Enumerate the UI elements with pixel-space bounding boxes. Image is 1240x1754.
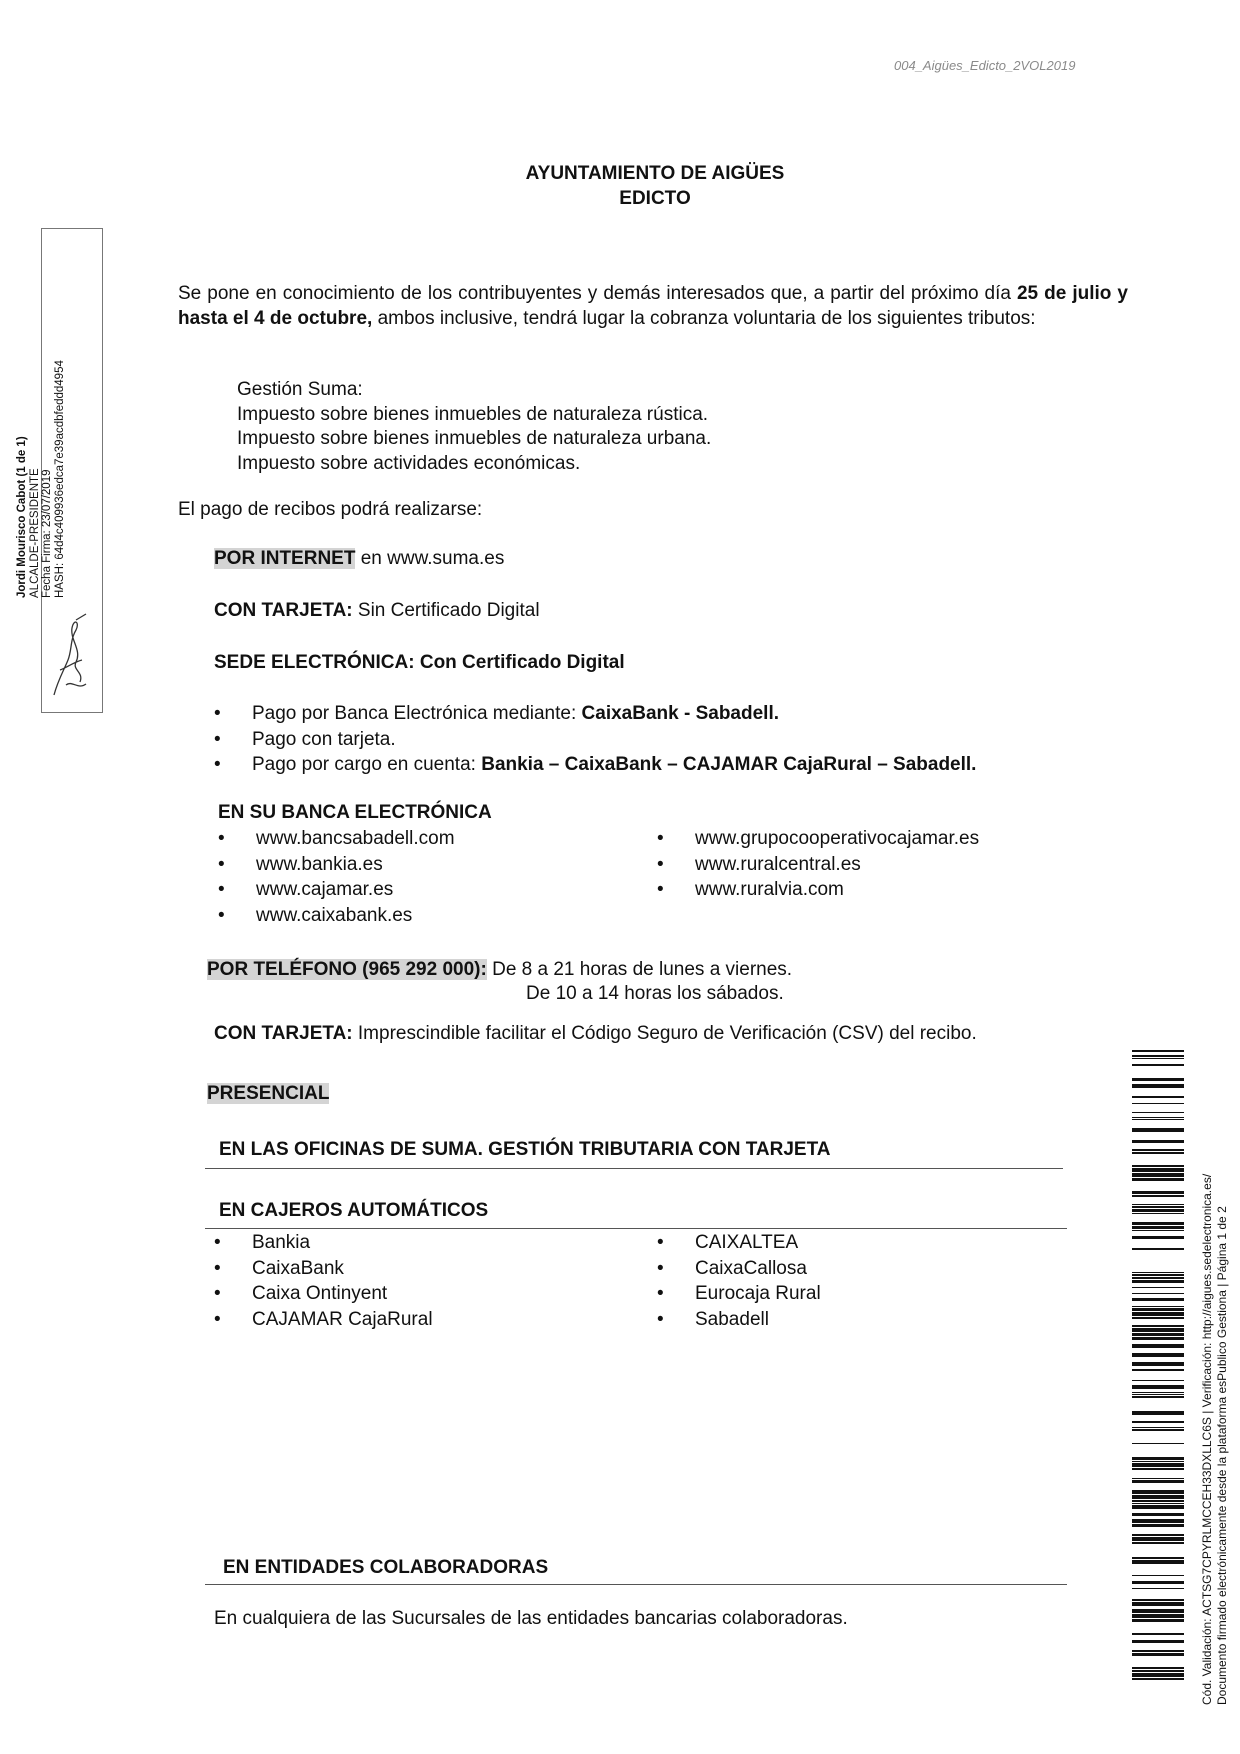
tarjeta-line xyxy=(214,599,540,623)
sede-item: • Pago por cargo en cuenta: Bankia – CaixaBank – CAJAMAR CajaRural – Sabadell. xyxy=(214,752,1114,778)
banca-link: • www.ruralvia.com xyxy=(657,877,1077,903)
signer-name: Jordi Mourisco Cabot (1 de 1) xyxy=(16,436,28,598)
sede-label: SEDE ELECTRÓNICA: Con Certificado Digital xyxy=(214,652,625,673)
entidades-text: En cualquiera de las Sucursales de las entidades bancarias colaboradoras. xyxy=(214,1608,848,1629)
cajero-item: • Bankia xyxy=(214,1230,634,1256)
telefono-horario-1: De 8 a 21 horas de lunes a viernes. xyxy=(486,959,793,980)
signature-details xyxy=(16,360,66,598)
validation-platform: Documento firmado electrónicamente desde la plataforma esPublico Gestiona | Página 1 de 2 xyxy=(1214,1206,1229,1705)
pago-intro: El pago de recibos podrá realizarse: xyxy=(178,499,483,520)
cajero-item: • Sabadell xyxy=(657,1307,1077,1333)
tarjeta-label: CON TARJETA: xyxy=(214,600,353,621)
telefono-label: POR TELÉFONO (965 292 000): xyxy=(207,959,487,980)
banca-link: • www.caixabank.es xyxy=(218,903,638,929)
intro-text-1: Se pone en conocimiento de los contribuyentes y demás interesados que, a partir del próximo día xyxy=(178,283,1017,304)
telefono-horario-2: De 10 a 14 horas los sábados. xyxy=(526,983,784,1004)
validation-caption xyxy=(1200,1174,1229,1705)
internet-label: POR INTERNET xyxy=(214,548,356,569)
document-subtitle: EDICTO xyxy=(619,188,691,209)
cajeros-col1 xyxy=(214,1230,634,1332)
banca-col2 xyxy=(657,826,1077,903)
banca-link: • www.ruralcentral.es xyxy=(657,852,1077,878)
internet-line xyxy=(214,547,504,571)
banca-link: • www.bankia.es xyxy=(218,852,638,878)
tributo-item: Impuesto sobre bienes inmuebles de naturaleza urbana. xyxy=(237,428,712,449)
telefono-line xyxy=(207,958,792,982)
banca-link: • www.grupocooperativocajamar.es xyxy=(657,826,1077,852)
document-title: AYUNTAMIENTO DE AIGÜES xyxy=(525,163,785,184)
validation-code: Cód. Validación: ACTSG7CPYRLMCCEH33DXLLC6S | Verificación: http://aigues.sedelectronica.es/ xyxy=(1200,1173,1214,1705)
document-reference: 004_Aigües_Edicto_2VOL2019 xyxy=(894,58,1076,73)
tributo-item: Impuesto sobre bienes inmuebles de naturaleza rústica. xyxy=(237,403,709,425)
presencial-heading: PRESENCIAL xyxy=(207,1083,330,1104)
sede-heading xyxy=(214,651,625,675)
handwritten-signature xyxy=(46,600,96,700)
cajero-item: • CaixaCallosa xyxy=(657,1256,1077,1282)
sede-item: • Pago por Banca Electrónica mediante: CaixaBank - Sabadell. xyxy=(214,701,1114,727)
validation-barcode xyxy=(1132,1050,1184,1690)
internet-text: en www.suma.es xyxy=(355,548,505,569)
intro-dates: 25 de julio y hasta el 4 de octubre, xyxy=(178,283,1128,329)
oficinas-rule xyxy=(205,1168,1063,1169)
banca-link: • www.bancsabadell.com xyxy=(218,826,638,852)
signature-date: Fecha Firma: 23/07/2019 xyxy=(41,469,53,598)
signature-hash: HASH: 64d4c409936edca7e39acdbfeddd4954 xyxy=(53,360,66,598)
tributos-title: Gestión Suma: xyxy=(237,379,363,400)
cajeros-col2 xyxy=(657,1230,1077,1332)
tributos-list xyxy=(237,378,711,476)
intro-paragraph xyxy=(178,282,1128,331)
cajero-item: • Caixa Ontinyent xyxy=(214,1281,634,1307)
cajeros-heading: EN CAJEROS AUTOMÁTICOS xyxy=(219,1200,489,1221)
cajero-item: • CaixaBank xyxy=(214,1256,634,1282)
tarjeta-text: Sin Certificado Digital xyxy=(352,600,540,621)
tarjeta-csv-line: CON TARJETA: Imprescindible facilitar el Código Seguro de Verificación (CSV) del recibo. xyxy=(214,1023,977,1044)
cajero-item: • Eurocaja Rural xyxy=(657,1281,1077,1307)
banca-link: • www.cajamar.es xyxy=(218,877,638,903)
entidades-heading: EN ENTIDADES COLABORADORAS xyxy=(223,1557,549,1578)
banca-col1 xyxy=(218,826,638,928)
signer-role: ALCALDE-PRESIDENTE xyxy=(28,468,41,598)
intro-text-2: ambos inclusive, tendrá lugar la cobranza voluntaria de los siguientes tributos: xyxy=(372,307,1036,329)
cajeros-rule xyxy=(205,1228,1067,1229)
cajero-item: • CAJAMAR CajaRural xyxy=(214,1307,634,1333)
entidades-rule xyxy=(205,1584,1067,1585)
sede-list xyxy=(214,701,1114,778)
banca-heading: EN SU BANCA ELECTRÓNICA xyxy=(218,802,492,823)
tributo-item: Impuesto sobre actividades económicas. xyxy=(237,452,581,474)
cajero-item: • CAIXALTEA xyxy=(657,1230,1077,1256)
oficinas-heading: EN LAS OFICINAS DE SUMA. GESTIÓN TRIBUTARIA CON TARJETA xyxy=(219,1139,831,1160)
sede-item: • Pago con tarjeta. xyxy=(214,727,1114,753)
